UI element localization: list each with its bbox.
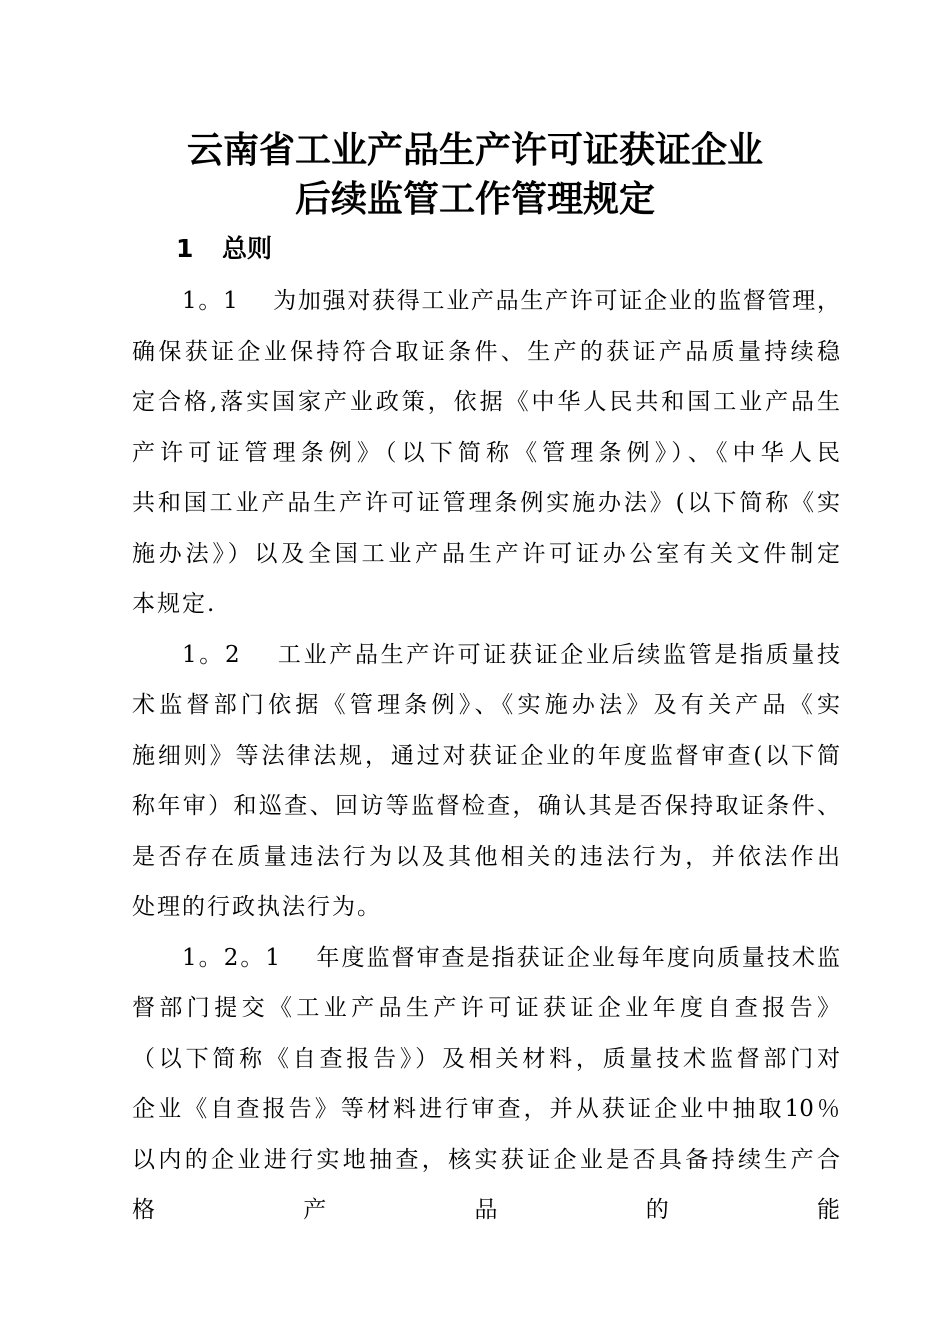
paragraph-line: 术监督部门依据《管理条例》、《实施办法》及有关产品《实: [132, 692, 840, 718]
paragraph-line: 1。1 为加强对获得工业产品生产许可证企业的监督管理，: [182, 288, 840, 314]
section-heading-text: 总则: [222, 234, 273, 263]
paragraph-line: 格 产 品 的 能: [132, 1197, 840, 1223]
paragraph-line: 本规定.: [132, 591, 217, 617]
paragraph-line: 企业《自查报告》等材料进行审查，并从获证企业中抽取10％: [132, 1096, 840, 1122]
document-title-line-1: 云南省工业产品生产许可证获证企业: [186, 129, 763, 171]
paragraph-line: 确保获证企业保持符合取证条件、生产的获证产品质量持续稳: [132, 339, 840, 365]
paragraph-line: 督部门提交《工业产品生产许可证获证企业年度自查报告》: [132, 995, 840, 1021]
paragraph-line: 施细则》等法律法规，通过对获证企业的年度监督审查(以下简: [132, 743, 840, 769]
paragraph-line: 是否存在质量违法行为以及其他相关的违法行为，并依法作出: [132, 844, 840, 870]
paragraph-line: 以内的企业进行实地抽查，核实获证企业是否具备持续生产合: [132, 1147, 840, 1173]
paragraph-line: 称年审）和巡查、回访等监督检查，确认其是否保持取证条件、: [132, 793, 840, 819]
paragraph-line: 处理的行政执法行为。: [132, 894, 382, 920]
section-heading: [176, 232, 272, 266]
paragraph-line: 共和国工业产品生产许可证管理条例实施办法》(以下简称《实: [132, 490, 840, 516]
paragraph-line: 定合格,落实国家产业政策，依据《中华人民共和国工业产品生: [132, 389, 840, 415]
paragraph-line: 1。2 工业产品生产许可证获证企业后续监管是指质量技: [182, 642, 840, 668]
paragraph-line: 施办法》）以及全国工业产品生产许可证办公室有关文件制定: [132, 541, 840, 567]
paragraph-line: （以下简称《自查报告》）及相关材料，质量技术监督部门对: [132, 1046, 840, 1072]
section-heading-number: 1: [176, 234, 194, 263]
paragraph-line: 1。2。1 年度监督审查是指获证企业每年度向质量技术监: [182, 945, 840, 971]
paragraph-line: 产许可证管理条例》（以下简称《管理条例》）、《中华人民: [132, 440, 840, 466]
document-title-line-2: 后续监管工作管理规定: [294, 178, 655, 220]
